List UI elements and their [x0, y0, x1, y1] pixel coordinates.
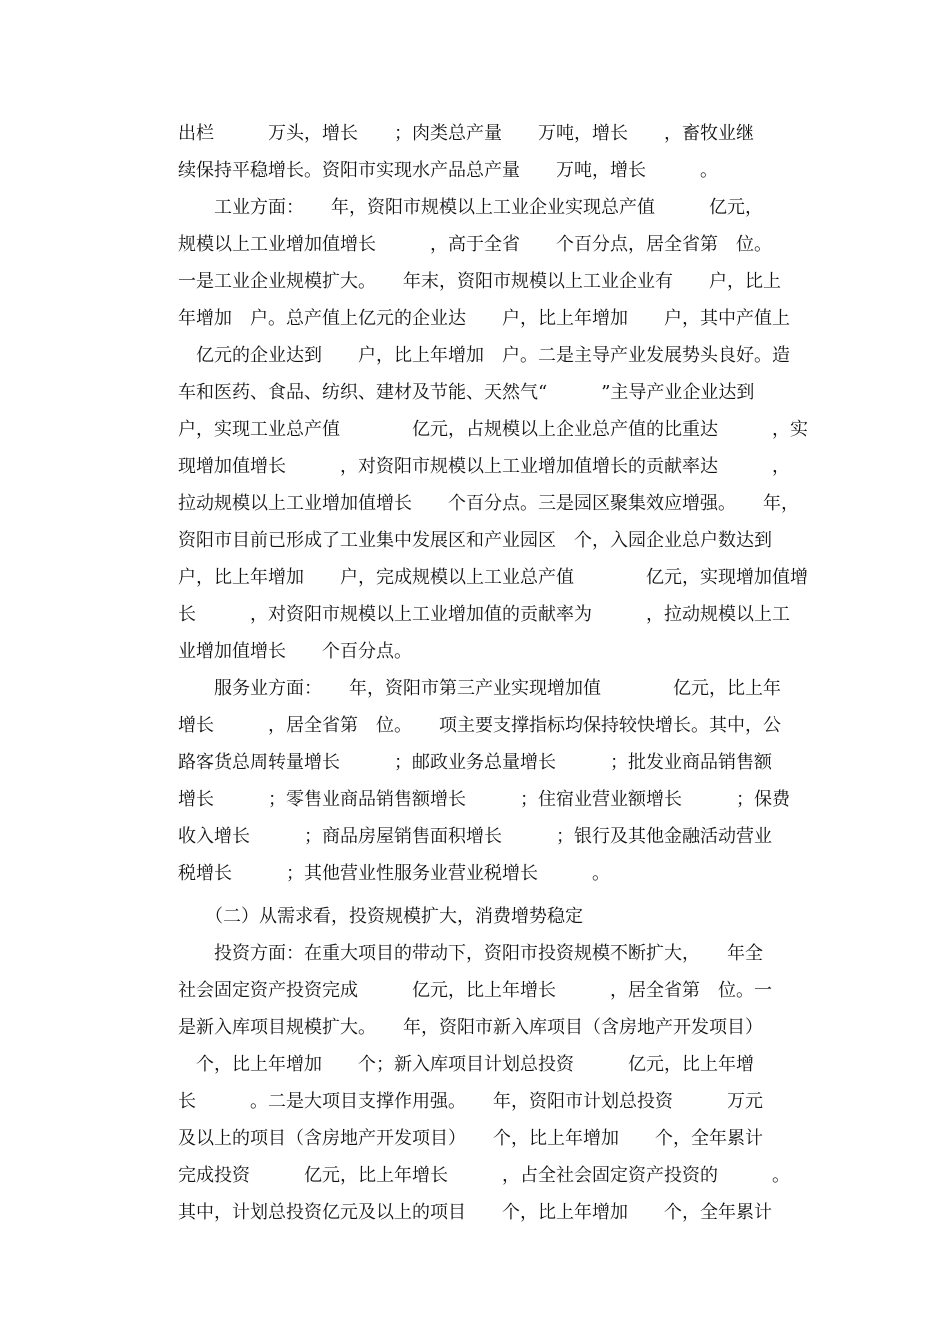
text-line: 增长 ；零售业商品销售额增长 ；住宿业营业额增长 ；保费 [178, 789, 790, 810]
text-line: 个，比上年增加 个；新入库项目计划总投资 亿元，比上年增 [178, 1054, 754, 1075]
text-line: 一是工业企业规模扩大。 年末，资阳市规模以上工业企业有 户，比上 [178, 271, 781, 292]
text-line: 车和医药、食品、纺织、建材及节能、天然气“ ”主导产业企业达到 [178, 382, 755, 403]
text-line: 亿元的企业达到 户，比上年增加 户。二是主导产业发展势头良好。造 [178, 345, 790, 366]
text-line: 其中，计划总投资亿元及以上的项目 个，比上年增加 个，全年累计 [178, 1202, 772, 1223]
text-line: 服务业方面： 年，资阳市第三产业实现增加值 亿元，比上年 [178, 678, 781, 699]
text-line: 社会固定资产投资完成 亿元，比上年增长 ，居全省第 位。一 [178, 980, 772, 1001]
text-line: 年增加 户。总产值上亿元的企业达 户，比上年增加 户，其中产值上 [178, 308, 790, 329]
text-line: 及以上的项目（含房地产开发项目） 个，比上年增加 个，全年累计 [178, 1128, 763, 1149]
text-line: 户，实现工业总产值 亿元，占规模以上企业总产值的比重达 ，实 [178, 419, 808, 440]
text-line: 续保持平稳增长。资阳市实现水产品总产量 万吨，增长 。 [178, 160, 718, 181]
text-line: 工业方面： 年，资阳市规模以上工业企业实现总产值 亿元， [178, 197, 763, 218]
text-line: 投资方面：在重大项目的带动下，资阳市投资规模不断扩大， 年全 [178, 943, 763, 964]
text-line: 业增加值增长 个百分点。 [178, 641, 412, 662]
text-line: 长 ，对资阳市规模以上工业增加值的贡献率为 ，拉动规模以上工 [178, 604, 790, 625]
text-line: 长 。二是大项目支撑作用强。 年，资阳市计划总投资 万元 [178, 1091, 763, 1112]
text-line: 完成投资 亿元，比上年增长 ，占全社会固定资产投资的 。 [178, 1165, 790, 1186]
text-line: 出栏 万头，增长 ；肉类总产量 万吨，增长 ，畜牧业继 [178, 123, 754, 144]
text-line: 是新入库项目规模扩大。 年，资阳市新入库项目（含房地产开发项目） [178, 1017, 763, 1038]
text-line: 路客货总周转量增长 ；邮政业务总量增长 ；批发业商品销售额 [178, 752, 772, 773]
text-line: 拉动规模以上工业增加值增长 个百分点。三是园区聚集效应增强。 年， [178, 493, 799, 514]
text-line: 现增加值增长 ，对资阳市规模以上工业增加值增长的贡献率达 ， [178, 456, 790, 477]
text-line: 户，比上年增加 户，完成规模以上工业总产值 亿元，实现增加值增 [178, 567, 808, 588]
text-line: 规模以上工业增加值增长 ，高于全省 个百分点，居全省第 位。 [178, 234, 772, 255]
section-heading: （二）从需求看，投资规模扩大，消费增势稳定 [178, 906, 583, 927]
text-line: 资阳市目前已形成了工业集中发展区和产业园区 个，入园企业总户数达到 [178, 530, 772, 551]
text-line: 收入增长 ；商品房屋销售面积增长 ；银行及其他金融活动营业 [178, 826, 772, 847]
text-line: 税增长 ；其他营业性服务业营业税增长 。 [178, 863, 610, 884]
text-line: 增长 ，居全省第 位。 项主要支撑指标均保持较快增长。其中，公 [178, 715, 781, 736]
